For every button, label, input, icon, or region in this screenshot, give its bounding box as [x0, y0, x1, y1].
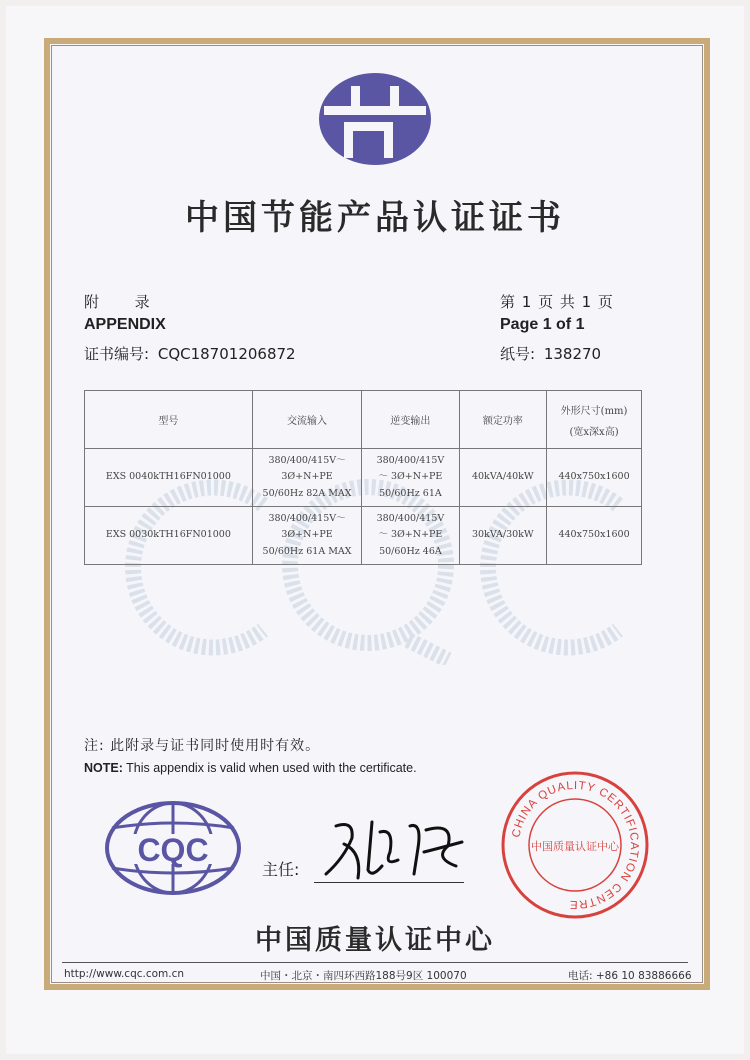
certification-seal-icon [500, 770, 650, 920]
note-en-label: NOTE: [84, 761, 123, 775]
header-model: 型号 [85, 391, 253, 449]
svg-text:中国质量认证中心: 中国质量认证中心 [531, 840, 619, 853]
certificate-number-label: 证书编号: [84, 345, 150, 363]
cell-inverter-output: 380/400/415V ～ 3Ø+N+PE 50/60Hz 46A [362, 507, 459, 565]
page-count-cn: 第 1 页 共 1 页 [500, 293, 614, 311]
note-cn: 注: 此附录与证书同时使用时有效。 [84, 738, 321, 754]
cell-model: EXS 0040kTH16FN01000 [85, 449, 253, 507]
cell-dimensions: 440x750x1600 [547, 507, 642, 565]
energy-saving-logo-icon [318, 72, 432, 166]
paper-number-row [500, 343, 601, 364]
paper-number-label: 纸号: [500, 345, 536, 363]
director-signature-icon [314, 808, 474, 888]
header-ac-input: 交流输入 [252, 391, 361, 449]
cqc-logo-icon [104, 800, 242, 896]
cell-dimensions: 440x750x1600 [547, 449, 642, 507]
footer-divider [62, 962, 688, 963]
specification-table [84, 390, 642, 565]
svg-text:CHINA QUALITY CERTIFICATION CE: CHINA QUALITY CERTIFICATION CENTRE [510, 779, 641, 911]
table-header-row [85, 391, 642, 449]
cell-model: EXS 0030kTH16FN01000 [85, 507, 253, 565]
cell-inverter-output: 380/400/415V ～ 3Ø+N+PE 50/60Hz 61A [362, 449, 459, 507]
footer-address: 中国・北京・南四环西路188号9区 100070 [260, 970, 467, 982]
header-rated-power: 额定功率 [459, 391, 547, 449]
certificate-title: 中国节能产品认证证书 [185, 198, 565, 238]
paper-number-value: 138270 [543, 345, 602, 363]
appendix-en-label: APPENDIX [84, 316, 166, 333]
cell-rated-power: 40kVA/40kW [459, 449, 547, 507]
cell-rated-power: 30kVA/30kW [459, 507, 547, 565]
signature-line [314, 882, 464, 883]
header-dimensions: 外形尺寸(mm) (宽x深x高) [547, 391, 642, 449]
cell-ac-input: 380/400/415V～ 3Ø+N+PE 50/60Hz 61A MAX [252, 507, 361, 565]
page-count-en: Page 1 of 1 [500, 316, 585, 333]
issuing-center-name: 中国质量认证中心 [255, 925, 495, 956]
note-en-text: This appendix is valid when used with the certificate. [122, 761, 417, 775]
certificate-number-row [84, 343, 296, 364]
appendix-cn-label: 附 录 [84, 293, 151, 311]
cell-ac-input: 380/400/415V～ 3Ø+N+PE 50/60Hz 82A MAX [252, 449, 361, 507]
director-label: 主任: [262, 860, 300, 879]
note-en [84, 761, 417, 775]
header-inverter-output: 逆变输出 [362, 391, 459, 449]
footer-phone: 电话: +86 10 83886666 [568, 970, 692, 982]
footer-url[interactable]: http://www.cqc.com.cn [64, 968, 185, 980]
certificate-number-value: CQC18701206872 [157, 345, 296, 363]
table-row [85, 507, 642, 565]
table-row [85, 449, 642, 507]
svg-text:CQC: CQC [137, 832, 209, 868]
